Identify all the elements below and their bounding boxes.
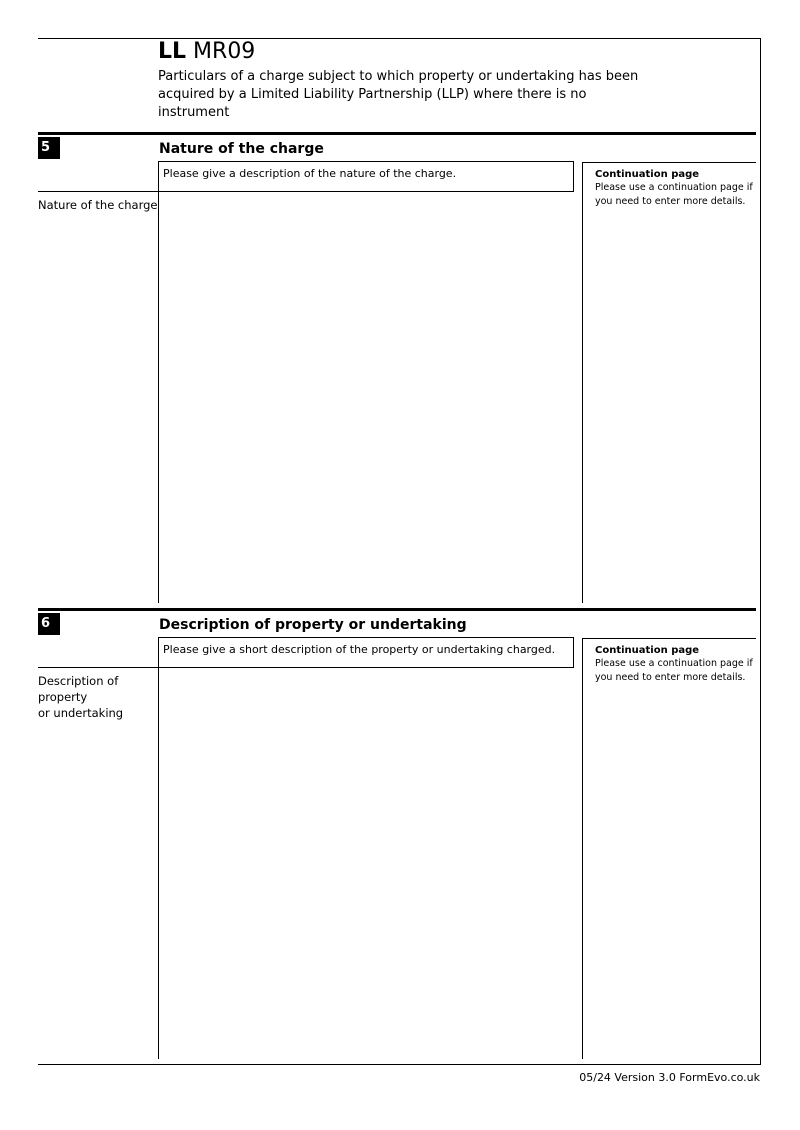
section-6-continuation-text: Please use a continuation page if you need to enter more details. xyxy=(595,658,753,683)
section-5-field-left-rule xyxy=(158,191,159,603)
section-5-instruction-left-rule xyxy=(158,161,159,192)
section-5-continuation-text: Please use a continuation page if you need to enter more details. xyxy=(595,182,753,207)
section-6-instruction-left-rule xyxy=(158,637,159,668)
version-footer: 05/24 Version 3.0 FormEvo.co.uk xyxy=(579,1071,760,1084)
section-5-label-rule xyxy=(38,191,158,192)
section-5-continuation-title: Continuation page xyxy=(595,169,700,180)
section-6-instruction-top-rule xyxy=(158,637,574,638)
section-5-instruction-right-rule xyxy=(573,161,574,192)
section-5-title: Nature of the charge xyxy=(159,141,324,157)
section-5-field-label: Nature of the charge xyxy=(38,198,158,212)
section-5-instruction-top-rule xyxy=(158,161,574,162)
section-6-number: 6 xyxy=(38,613,60,635)
form-title xyxy=(158,39,255,65)
form-subtitle-line2: acquired by a Limited Liability Partnership (LLP) where there is no instrument xyxy=(158,87,587,120)
section-6-continuation-top-rule xyxy=(582,638,756,639)
section-6-instruction-bottom-rule xyxy=(158,667,574,668)
form-subtitle-line1: Particulars of a charge subject to which property or undertaking has been xyxy=(158,69,639,84)
section-6-field-left-rule xyxy=(158,667,159,1059)
form-code: MR09 xyxy=(193,39,256,64)
section-6-instruction: Please give a short description of the property or undertaking charged. xyxy=(163,643,556,656)
section-6-instruction-right-rule xyxy=(573,637,574,668)
section-5-top-rule xyxy=(38,132,756,135)
section-6-field-label-line1: Description of property xyxy=(38,674,119,704)
nature-of-charge-field[interactable] xyxy=(162,195,582,603)
top-rule xyxy=(38,38,761,39)
section-5-instruction: Please give a description of the nature of the charge. xyxy=(163,167,457,180)
section-5-number: 5 xyxy=(38,137,60,159)
form-prefix: LL xyxy=(158,39,187,64)
section-5-instruction-bottom-rule xyxy=(158,191,574,192)
section-6-continuation-left-rule xyxy=(582,638,583,1059)
section-6-field-label xyxy=(38,673,158,721)
section-5-continuation-left-rule xyxy=(582,162,583,603)
right-frame-rule xyxy=(760,38,761,1065)
section-6-top-rule xyxy=(38,608,756,611)
section-6-label-rule xyxy=(38,667,158,668)
section-6-field-label-line2: or undertaking xyxy=(38,706,124,720)
section-5-continuation-top-rule xyxy=(582,162,756,163)
form-subtitle xyxy=(158,68,658,122)
bottom-rule xyxy=(38,1064,761,1065)
property-description-field[interactable] xyxy=(162,671,582,1059)
section-6-continuation-title: Continuation page xyxy=(595,645,700,656)
section-6-title: Description of property or undertaking xyxy=(159,617,467,633)
